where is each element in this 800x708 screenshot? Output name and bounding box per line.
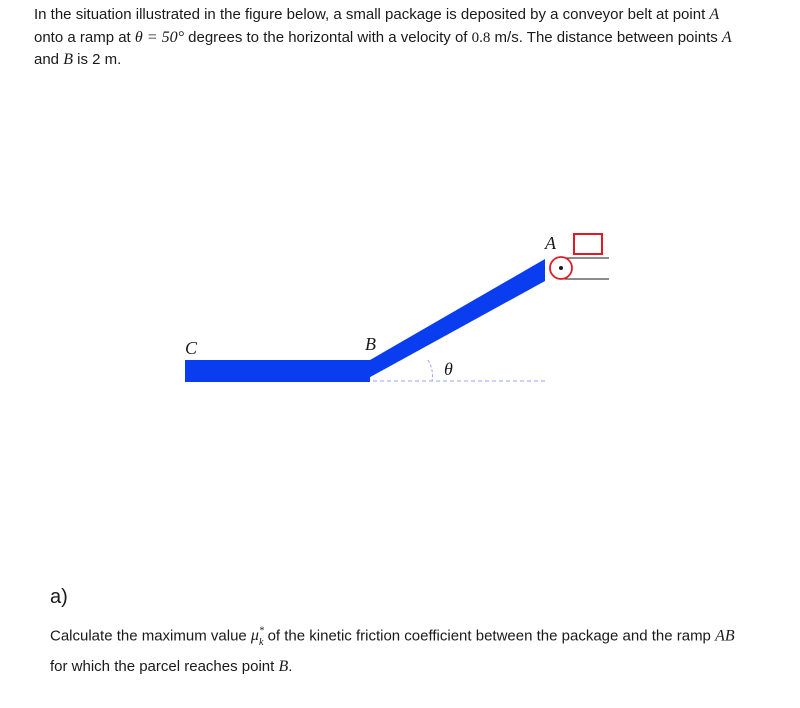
question-text-2: of the kinetic friction coefficient between the package and the ramp [263, 627, 716, 645]
ramp-ab [363, 259, 545, 381]
label-a: A [545, 233, 556, 253]
problem-text-5: and [34, 51, 64, 68]
velocity-value: 0.8 [471, 29, 491, 46]
problem-text-2: onto a ramp at [34, 28, 135, 46]
label-theta: θ [444, 359, 453, 379]
mu-symbol: $\mu^*_k$ [250, 626, 264, 648]
question-period: . [288, 657, 293, 675]
part-a-label: a) [50, 586, 68, 608]
problem-text-3: degrees to the horizontal with a velocity of [183, 28, 472, 46]
point-a-ref-2: A [721, 28, 732, 46]
question-text [50, 620, 780, 679]
angle-arc [428, 360, 433, 381]
ramp-name: AB [715, 627, 735, 645]
label-c: C [185, 338, 198, 358]
problem-text-6: is 2 m. [72, 51, 122, 68]
question-text-1: Calculate the maximum value [50, 627, 251, 645]
label-b: B [365, 334, 376, 354]
question-text-3: for which the parcel reaches point [50, 657, 279, 675]
question-point-b: B [278, 657, 289, 675]
problem-text-4: m/s. The distance between points [490, 28, 722, 46]
package-box [574, 234, 602, 254]
theta-equation: θ = 50° [134, 28, 184, 46]
problem-text-1: In the situation illustrated in the figure below, a small package is deposited by a conveyor belt at point [34, 6, 710, 23]
pulley-axle [559, 266, 563, 270]
point-a-ref: A [709, 6, 720, 23]
point-b-ref: B [63, 51, 73, 68]
horizontal-segment-bc [185, 360, 370, 382]
